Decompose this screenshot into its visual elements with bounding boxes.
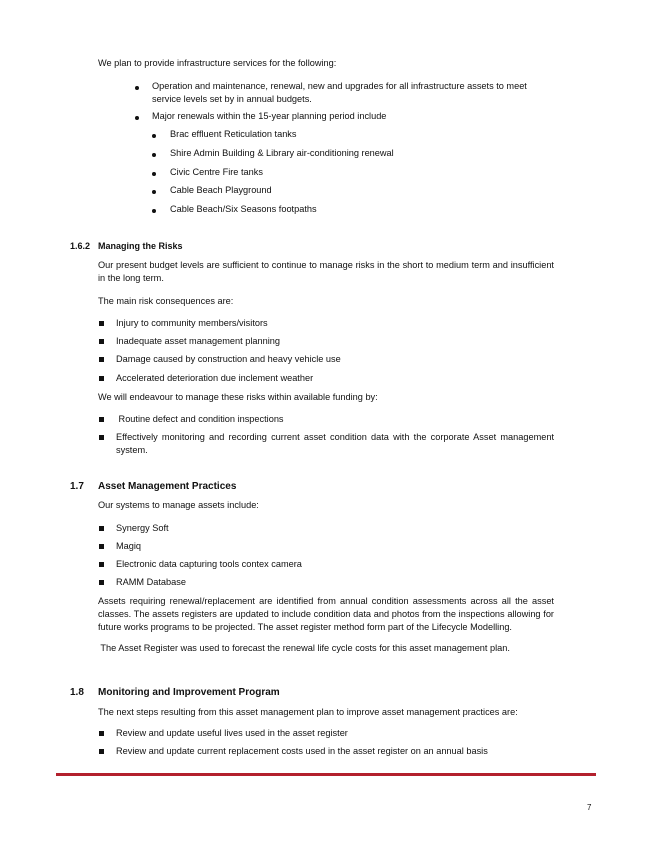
risk-item: Damage caused by construction and heavy vehicle use [116,354,341,364]
footer-rule [56,773,596,776]
renewal-item: Brac effluent Reticulation tanks [170,129,297,139]
risk-item: Inadequate asset management planning [116,336,280,346]
square-bullet-icon [99,580,104,585]
square-bullet-icon [99,544,104,549]
systems-intro: Our systems to manage assets include: [98,500,259,510]
risk-paragraph: Our present budget levels are sufficient to continue to manage risks in the short to medium term and insufficient in the long term. [98,260,554,284]
square-bullet-icon [99,376,104,381]
square-bullet-icon [99,526,104,531]
risk-intro: The main risk consequences are: [98,296,234,306]
bullet-icon [152,209,156,213]
system-item: Magiq [116,541,142,551]
square-bullet-icon [99,417,104,422]
renewal-item: Civic Centre Fire tanks [170,167,263,177]
bullet-icon [152,190,156,194]
action-item: Routine defect and condition inspections [116,414,284,424]
step-item: Review and update current replacement costs used in the asset register on an annual basis [116,746,488,756]
square-bullet-icon [99,749,104,754]
square-bullet-icon [99,562,104,567]
bullet-icon [135,116,139,120]
square-bullet-icon [99,321,104,326]
risk-item: Accelerated deterioration due inclement weather [116,373,314,383]
page-number: 7 [587,803,592,812]
bullet-icon [152,172,156,176]
section-title: Monitoring and Improvement Program [98,687,280,698]
square-bullet-icon [99,731,104,736]
bullet-icon [152,153,156,157]
renewal-item: Cable Beach Playground [170,185,272,195]
system-item: Electronic data capturing tools contex camera [116,559,302,569]
section-number: 1.7 [70,481,84,492]
section-number: 1.6.2 [70,241,91,251]
service-item: Operation and maintenance, renewal, new and upgrades for all infrastructure assets to meet service levels set by in annual budgets. [152,81,527,105]
step-item: Review and update useful lives used in the asset register [116,728,348,738]
endeavour-paragraph: We will endeavour to manage these risks within available funding by: [98,392,378,402]
square-bullet-icon [99,435,104,440]
service-item: Major renewals within the 15-year planning period include [152,111,387,121]
renewal-item: Cable Beach/Six Seasons footpaths [170,204,317,214]
assets-paragraph: Assets requiring renewal/replacement are identified from annual condition assessments across all the asset classes. The assets registers are updated to include condition data and photos from the inspections allowing for future works programs to be projected. The asset register method form part of the Lifecycle Modelling. [98,596,554,633]
section-title: Managing the Risks [98,241,183,251]
renewal-item: Shire Admin Building & Library air-conditioning renewal [170,148,394,158]
risk-item: Injury to community members/visitors [116,318,268,328]
bullet-icon [135,86,139,90]
section-number: 1.8 [70,687,84,698]
section-title: Asset Management Practices [98,481,237,492]
system-item: RAMM Database [116,577,186,587]
action-item: Effectively monitoring and recording current asset condition data with the corporate Asset management system. [116,432,554,456]
intro-paragraph: We plan to provide infrastructure services for the following: [98,58,337,68]
bullet-icon [152,134,156,138]
system-item: Synergy Soft [116,523,169,533]
square-bullet-icon [99,357,104,362]
square-bullet-icon [99,339,104,344]
improvement-intro: The next steps resulting from this asset management plan to improve asset management practices are: [98,707,518,717]
register-paragraph: The Asset Register was used to forecast the renewal life cycle costs for this asset management plan. [98,643,510,653]
